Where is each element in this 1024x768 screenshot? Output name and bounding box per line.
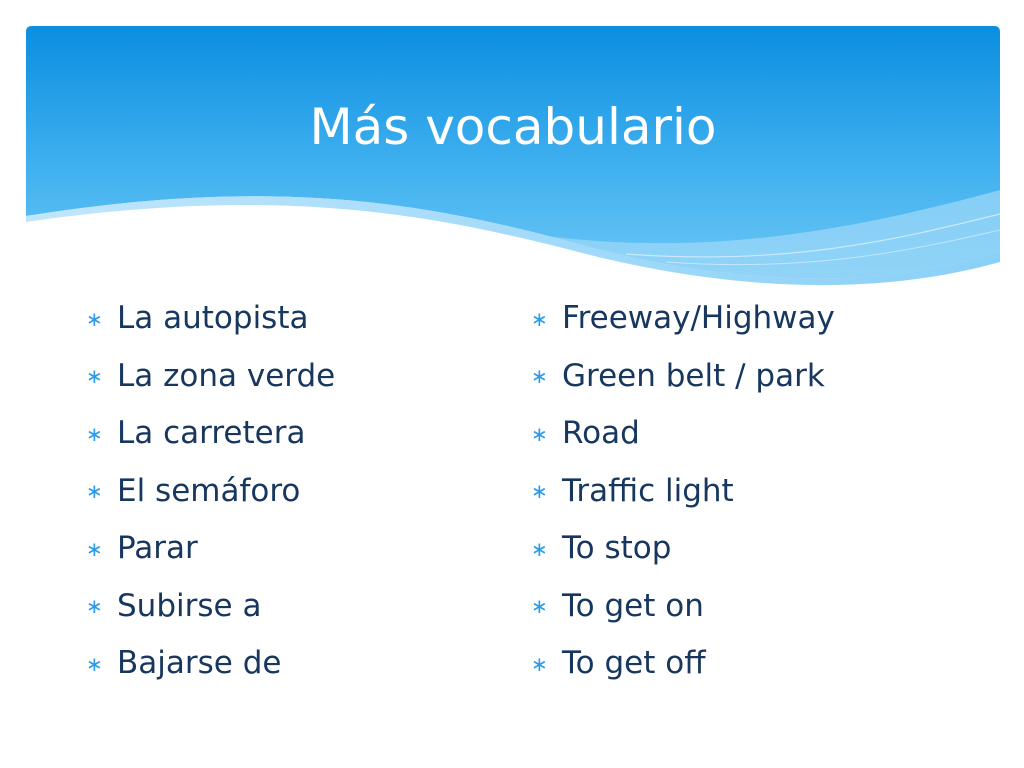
list-item [86, 635, 486, 693]
list-item [531, 463, 971, 521]
list-item [86, 520, 486, 578]
list-item [531, 578, 971, 636]
english-term: To get off [562, 645, 706, 682]
list-item [86, 578, 486, 636]
list-item [531, 348, 971, 406]
spanish-term: La carretera [117, 415, 306, 452]
bullet-icon: ∗ [86, 594, 103, 619]
bullet-icon: ∗ [531, 651, 548, 676]
bullet-icon: ∗ [531, 479, 548, 504]
bullet-icon: ∗ [86, 536, 103, 561]
list-item [531, 520, 971, 578]
list-item [531, 635, 971, 693]
english-term: To get on [562, 587, 704, 624]
spanish-term: La zona verde [117, 357, 336, 394]
spanish-term: La autopista [117, 300, 309, 337]
wave-banner-graphic [26, 26, 1000, 286]
list-item [86, 463, 486, 521]
spanish-term: Bajarse de [117, 645, 282, 682]
bullet-icon: ∗ [531, 306, 548, 331]
english-term: Green belt / park [562, 357, 825, 394]
list-item [86, 290, 486, 348]
list-item [531, 405, 971, 463]
page-title: Más vocabulario [309, 98, 717, 156]
english-term: Road [562, 415, 640, 452]
bullet-icon: ∗ [86, 651, 103, 676]
english-term: Freeway/Highway [562, 300, 835, 337]
bullet-icon: ∗ [531, 364, 548, 389]
english-term-list [531, 290, 971, 693]
bullet-icon: ∗ [86, 306, 103, 331]
english-term: To stop [562, 530, 672, 567]
bullet-icon: ∗ [531, 421, 548, 446]
bullet-icon: ∗ [86, 479, 103, 504]
spanish-term: El semáforo [117, 472, 301, 509]
title-banner [26, 26, 1000, 286]
bullet-icon: ∗ [531, 594, 548, 619]
english-term: Traffic light [562, 472, 734, 509]
bullet-icon: ∗ [531, 536, 548, 561]
bullet-icon: ∗ [86, 364, 103, 389]
spanish-term-list [86, 290, 486, 693]
list-item [531, 290, 971, 348]
bullet-icon: ∗ [86, 421, 103, 446]
list-item [86, 348, 486, 406]
list-item [86, 405, 486, 463]
spanish-term: Parar [117, 530, 198, 567]
spanish-term: Subirse a [117, 587, 262, 624]
